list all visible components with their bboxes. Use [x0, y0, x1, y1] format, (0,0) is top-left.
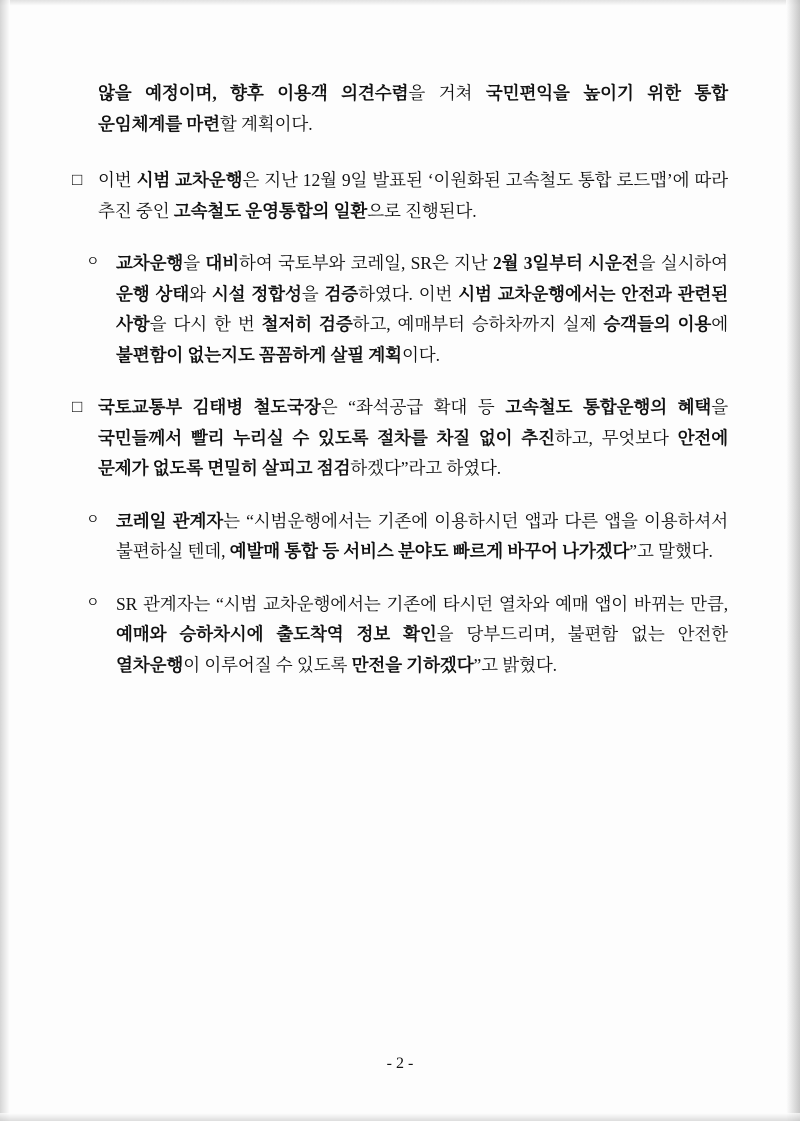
- page-number: - 2 -: [386, 1055, 414, 1072]
- paragraph-block: [72, 392, 728, 484]
- paragraph-text: 코레일 관계자는 “시범운행에서는 기존에 이용하시던 앱과 다른 앱을 이용하셔서 불편하실 텐데, 예발매 통합 등 서비스 분야도 빠르게 바꾸어 나가겠다”고 말했다.: [116, 510, 729, 561]
- document-body: [72, 78, 728, 680]
- paragraph-block: [72, 248, 728, 370]
- page-edge-shadow-right: [786, 0, 800, 1121]
- page-edge-shadow-top: [0, 0, 800, 6]
- paragraph-block: [72, 165, 728, 226]
- page-edge-shadow-left: [0, 0, 10, 1121]
- paragraph-text: 않을 예정이며, 향후 이용객 의견수렴을 거쳐 국민편익을 높이기 위한 통합 운임체계를 마련할 계획이다.: [98, 83, 729, 134]
- paragraph-text: 교차운행을 대비하여 국토부와 코레일, SR은 지난 2월 3일부터 시운전을 실시하여 운행 상태와 시설 정합성을 검증하였다. 이번 시범 교차운행에서는 안전과 관련된 사항을 다시 한 번 철저히 검증하고, 예매부터 승하차까지 실제 승객들의 이용에 불편함이 없는지도 꼼꼼하게 살필 계획이다.: [116, 253, 729, 365]
- paragraph-block: [72, 506, 728, 567]
- paragraph-text: SR 관계자는 “시범 교차운행에서는 기존에 타시던 열차와 예매 앱이 바뀌는 만큼, 예매와 승하차시에 출도착역 정보 확인을 당부드리며, 불편함 없는 안전한 열차운행이 이루어질 수 있도록 만전을 기하겠다”고 밝혔다.: [116, 593, 728, 675]
- page-edge-shadow-bottom: [0, 1113, 800, 1121]
- bullet-circle-icon: ㅇ: [86, 512, 100, 528]
- paragraph-block: [72, 78, 728, 139]
- paragraph-text: 국토교통부 김태병 철도국장은 “좌석공급 확대 등 고속철도 통합운행의 혜택을 국민들께서 빨리 누리실 수 있도록 절차를 차질 없이 추진하고, 무엇보다 안전에 문제가 없도록 면밀히 살피고 점검하겠다”라고 하였다.: [98, 397, 729, 478]
- bullet-square-icon: □: [72, 397, 83, 416]
- bullet-circle-icon: ㅇ: [86, 595, 100, 611]
- bullet-circle-icon: ㅇ: [86, 255, 100, 270]
- bullet-square-icon: □: [72, 170, 83, 189]
- paragraph-text: 이번 시범 교차운행은 지난 12월 9일 발표된 ‘이원화된 고속철도 통합 로드맵’에 따라 추진 중인 고속철도 운영통합의 일환으로 진행된다.: [98, 170, 728, 221]
- paragraph-block: [72, 589, 728, 681]
